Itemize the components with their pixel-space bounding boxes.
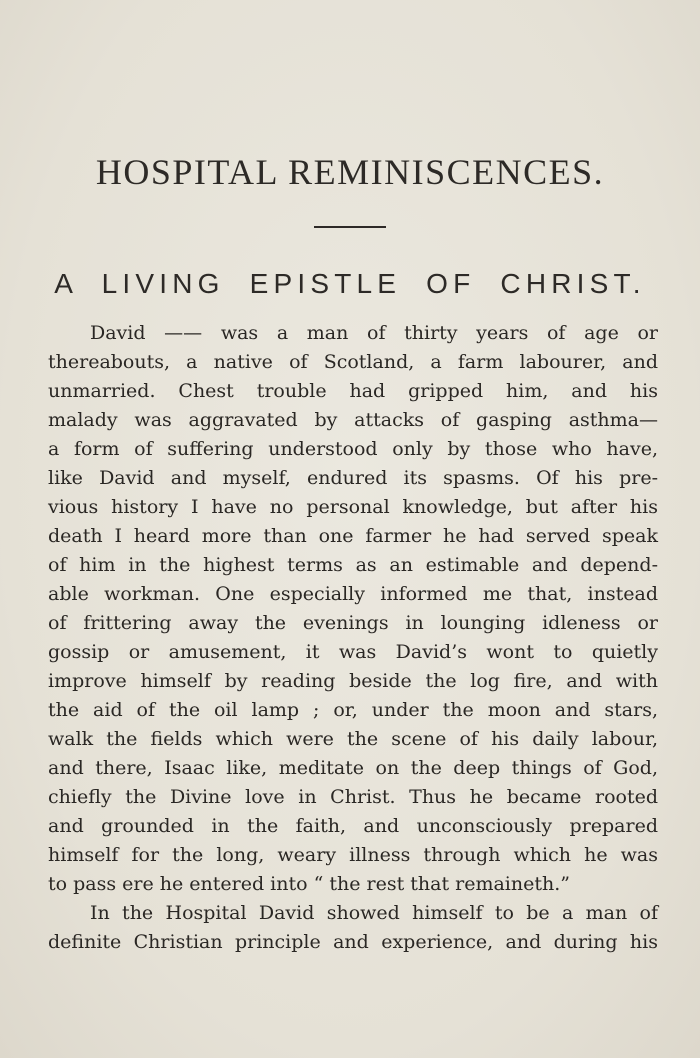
body-text (48, 319, 658, 957)
text-line: of him in the highest terms as an estimable and depend- (48, 554, 658, 576)
text-line: vious history I have no personal knowledge, but after his (48, 496, 658, 518)
text-line: of frittering away the evenings in lounging idleness or (48, 612, 658, 634)
text-line: himself for the long, weary illness through which he was (48, 844, 658, 866)
title-divider (314, 226, 386, 228)
text-line: like David and myself, endured its spasms. Of his pre- (48, 467, 658, 489)
text-line: unmarried. Chest trouble had gripped him, and his (48, 380, 658, 402)
page-title: HOSPITAL REMINISCENCES. (95, 152, 605, 192)
text-line: In the Hospital David showed himself to be a man of (90, 902, 658, 924)
text-line: chiefly the Divine love in Christ. Thus he became rooted (48, 786, 658, 808)
text-line: improve himself by reading beside the log fire, and with (48, 670, 658, 692)
text-line: malady was aggravated by attacks of gasping asthma— (48, 409, 658, 431)
text-line: and there, Isaac like, meditate on the deep things of God, (48, 757, 658, 779)
text-line: definite Christian principle and experience, and during his (48, 931, 658, 953)
text-line: gossip or amusement, it was David’s wont to quietly (48, 641, 658, 663)
text-line: a form of suffering understood only by those who have, (48, 438, 658, 460)
chapter-subtitle: A LIVING EPISTLE OF CHRIST. (54, 268, 646, 299)
text-line: to pass ere he entered into “ the rest that remaineth.” (48, 873, 570, 895)
text-line: David —— was a man of thirty years of age or (90, 322, 658, 344)
text-line: thereabouts, a native of Scotland, a farm labourer, and (48, 351, 658, 373)
text-line: and grounded in the faith, and unconsciously prepared (48, 815, 658, 837)
text-line: the aid of the oil lamp ; or, under the moon and stars, (48, 699, 658, 721)
text-line: able workman. One especially informed me that, instead (48, 583, 658, 605)
text-line: death I heard more than one farmer he had served speak (48, 525, 658, 547)
text-line: walk the fields which were the scene of his daily labour, (48, 728, 658, 750)
